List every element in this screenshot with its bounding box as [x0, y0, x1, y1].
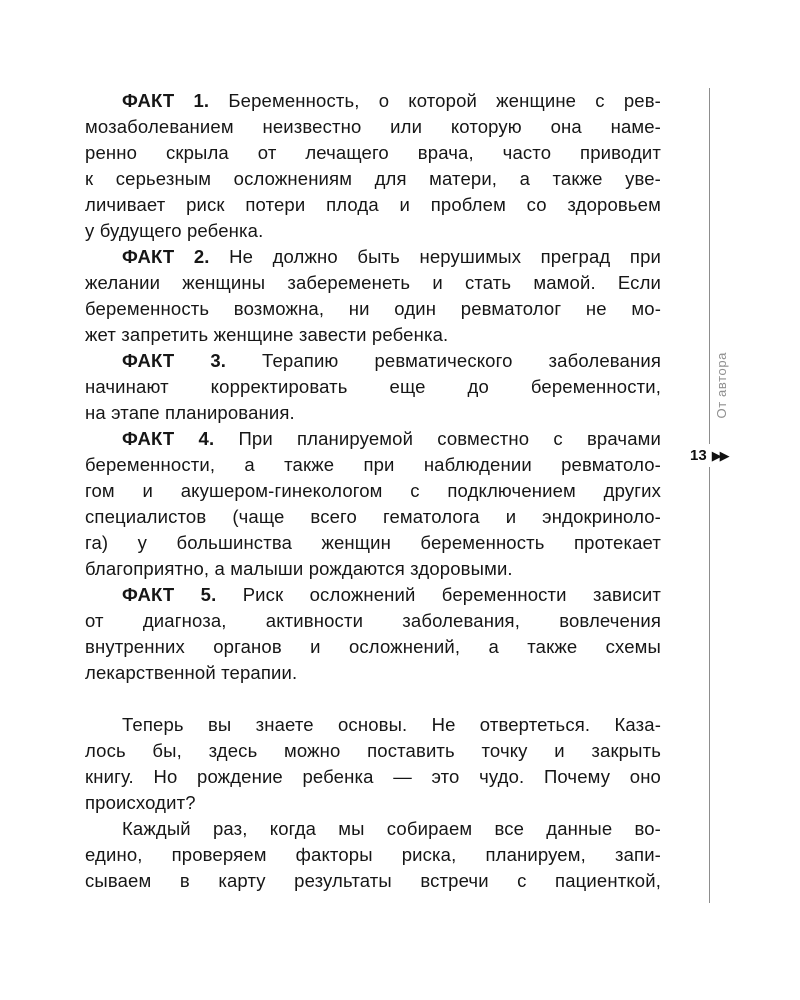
- text-line: Каждый раз, когда мы собираем все данные во-: [122, 818, 661, 839]
- text-line: едино, проверяем факторы риска, планируем, запи-: [85, 844, 661, 865]
- paragraph: [85, 426, 661, 582]
- text-line: беременность возможна, ни один ревматолог не мо-: [85, 298, 661, 319]
- fact-label: ФАКТ 3.: [122, 350, 227, 371]
- paragraph: [85, 348, 661, 426]
- paragraph: [85, 582, 661, 686]
- section-label: От автора: [714, 352, 729, 419]
- text-line: лекарственной терапии.: [85, 662, 298, 683]
- text-line: благоприятно, а малыши рождаются здоровыми.: [85, 558, 513, 579]
- page-marker: [688, 444, 732, 467]
- text-line: личивает риск потери плода и проблем со здоровьем: [85, 194, 661, 215]
- text-line: ФАКТ 3. Терапию ревматического заболевания: [122, 350, 661, 371]
- text-line: беременности, а также при наблюдении ревматоло-: [85, 454, 661, 475]
- double-right-arrow-icon: ▶▶: [711, 448, 728, 463]
- text-line: книгу. Но рождение ребенка — это чудо. Почему оно: [85, 766, 661, 787]
- text-line: специалистов (чаще всего гематолога и эндокриноло-: [85, 506, 661, 527]
- text-line: ФАКТ 5. Риск осложнений беременности зависит: [122, 584, 661, 605]
- paragraph: [85, 816, 661, 894]
- text-line: желании женщины забеременеть и стать мамой. Если: [85, 272, 661, 293]
- margin-rule: [709, 88, 710, 903]
- paragraph-spacer: [85, 686, 661, 712]
- text-line: ренно скрыла от лечащего врача, часто приводит: [85, 142, 661, 163]
- fact-label: ФАКТ 2.: [122, 246, 210, 267]
- paragraph: [85, 88, 661, 244]
- paragraph: [85, 244, 661, 348]
- text-line: лось бы, здесь можно поставить точку и закрыть: [85, 740, 661, 761]
- text-line: гом и акушером-гинекологом с подключением других: [85, 480, 661, 501]
- text-line: к серьезным осложнениям для матери, а также уве-: [85, 168, 661, 189]
- text-line: происходит?: [85, 792, 196, 813]
- paragraph: [85, 712, 661, 816]
- text-line: жет запретить женщине завести ребенка.: [85, 324, 449, 345]
- text-line: Теперь вы знаете основы. Не отвертеться. Каза-: [122, 714, 661, 735]
- text-line: ФАКТ 4. При планируемой совместно с врачами: [122, 428, 661, 449]
- text-line: ФАКТ 2. Не должно быть нерушимых преград при: [122, 246, 661, 267]
- page-number: 13: [690, 447, 707, 464]
- text-line: ФАКТ 1. Беременность, о которой женщине с рев-: [122, 90, 661, 111]
- text-line: начинают корректировать еще до беременности,: [85, 376, 661, 397]
- fact-label: ФАКТ 5.: [122, 584, 217, 605]
- text-line: мозаболеванием неизвестно или которую она наме-: [85, 116, 661, 137]
- text-line: у будущего ребенка.: [85, 220, 264, 241]
- text-line: на этапе планирования.: [85, 402, 295, 423]
- text-column: [85, 88, 661, 894]
- fact-label: ФАКТ 1.: [122, 90, 210, 111]
- fact-label: ФАКТ 4.: [122, 428, 215, 449]
- text-line: сываем в карту результаты встречи с пациенткой,: [85, 870, 661, 891]
- text-line: внутренних органов и осложнений, а также схемы: [85, 636, 661, 657]
- text-line: от диагноза, активности заболевания, вовлечения: [85, 610, 661, 631]
- text-line: га) у большинства женщин беременность протекает: [85, 532, 661, 553]
